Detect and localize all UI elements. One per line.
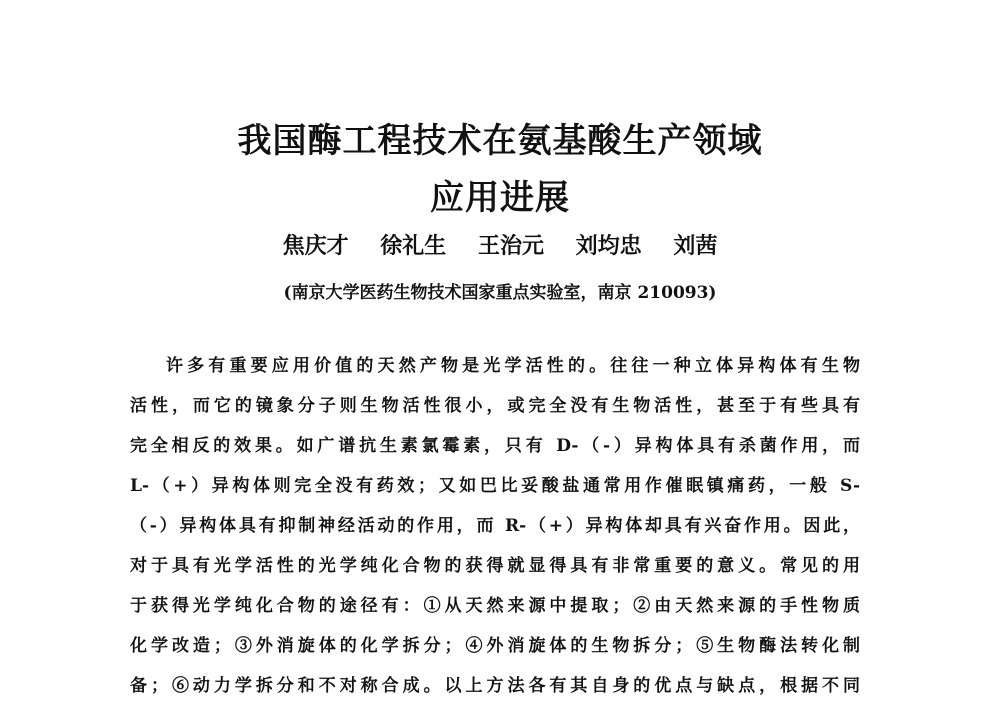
body-line: 于获得光学纯化合物的途径有：①从天然来源中提取；②由天然来源的手性物质	[130, 596, 860, 616]
author-name: 刘茜	[673, 233, 718, 259]
body-line: 活性，而它的镜象分子则生物活性很小，或完全没有生物活性，甚至于有些具有	[130, 396, 860, 416]
paper-title-line-1: 我国酶工程技术在氨基酸生产领域	[237, 121, 763, 161]
paper-title-line-2: 应用进展	[430, 178, 570, 218]
body-line: 化学改造；③外消旋体的化学拆分；④外消旋体的生物拆分；⑤生物酶法转化制	[130, 636, 860, 656]
affiliation: (南京大学医药生物技术国家重点实验室，南京 210093)	[283, 283, 717, 303]
author-name: 王治元	[477, 233, 544, 259]
author-name: 徐礼生	[380, 233, 447, 259]
author-name: 焦庆才	[282, 233, 349, 259]
author-name: 刘均忠	[575, 233, 642, 259]
body-line: 对于具有光学活性的光学纯化合物的获得就显得具有非常重要的意义。常见的用	[130, 556, 860, 576]
body-line: 备；⑥动力学拆分和不对称合成。以上方法各有其自身的优点与缺点，根据不同	[130, 676, 860, 696]
author-list	[0, 229, 1000, 260]
body-line: 许多有重要应用价值的天然产物是光学活性的。往往一种立体异构体有生物	[166, 356, 860, 376]
body-line: （-）异构体具有抑制神经活动的作用，而 R-（+）异构体却具有兴奋作用。因此，	[130, 516, 860, 536]
body-line: 完全相反的效果。如广谱抗生素氯霉素，只有 D-（-）异构体具有杀菌作用，而	[130, 436, 860, 456]
body-line: L-（+）异构体则完全没有药效；又如巴比妥酸盐通常用作催眠镇痛药，一般 S-	[130, 476, 860, 496]
